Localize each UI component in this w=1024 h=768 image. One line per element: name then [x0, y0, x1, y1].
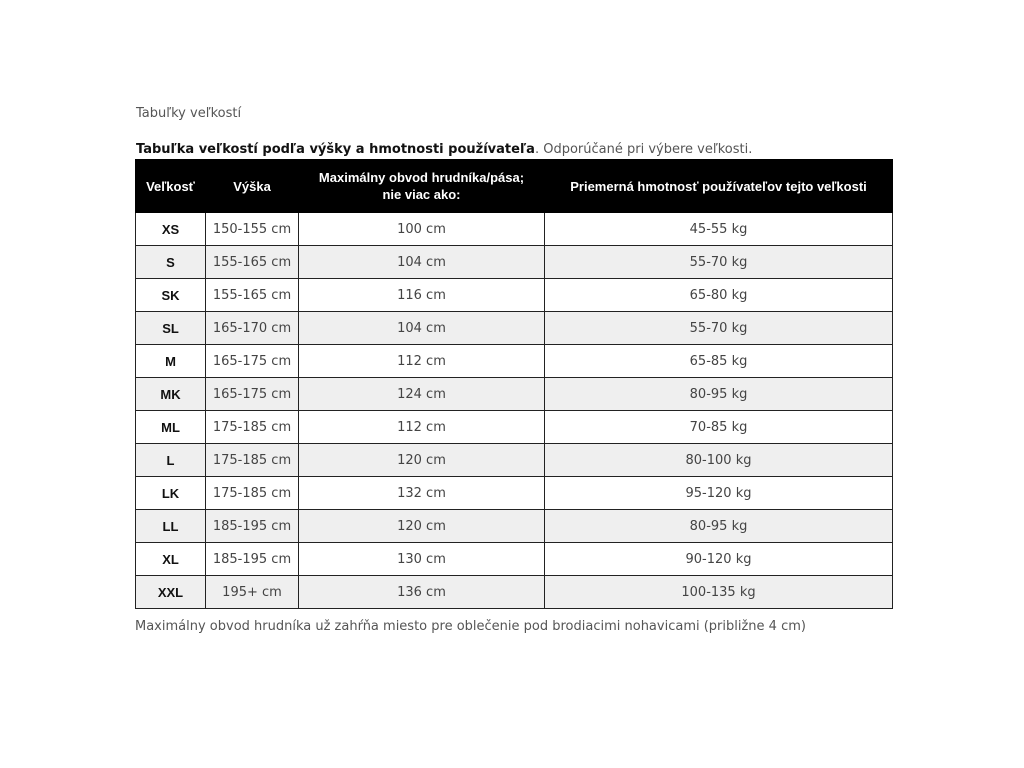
- cell-size: XL: [136, 543, 206, 576]
- cell-height: 150-155 cm: [206, 213, 299, 246]
- cell-chest: 116 cm: [299, 279, 545, 312]
- cell-size: SK: [136, 279, 206, 312]
- cell-height: 175-185 cm: [206, 411, 299, 444]
- table-row: [136, 345, 893, 378]
- cell-height: 165-175 cm: [206, 345, 299, 378]
- header-weight: Priemerná hmotnosť používateľov tejto veľkosti: [545, 160, 893, 213]
- cell-chest: 120 cm: [299, 444, 545, 477]
- cell-height: 175-185 cm: [206, 444, 299, 477]
- table-row: [136, 510, 893, 543]
- cell-chest: 112 cm: [299, 411, 545, 444]
- cell-size: SL: [136, 312, 206, 345]
- cell-chest: 104 cm: [299, 312, 545, 345]
- cell-weight: 55-70 kg: [545, 312, 893, 345]
- table-caption: [136, 142, 752, 157]
- cell-weight: 90-120 kg: [545, 543, 893, 576]
- cell-weight: 95-120 kg: [545, 477, 893, 510]
- cell-weight: 65-85 kg: [545, 345, 893, 378]
- header-height: Výška: [206, 160, 299, 213]
- cell-size: MK: [136, 378, 206, 411]
- header-size: Veľkosť: [136, 160, 206, 213]
- table-row: [136, 378, 893, 411]
- cell-size: XXL: [136, 576, 206, 609]
- table-footnote: Maximálny obvod hrudníka už zahŕňa miesto pre oblečenie pod brodiacimi nohavicami (približne 4 cm): [135, 619, 806, 634]
- cell-height: 165-170 cm: [206, 312, 299, 345]
- page-title: Tabuľky veľkostí: [136, 106, 242, 121]
- header-chest-line2: nie viac ako:: [382, 187, 461, 202]
- table-row: [136, 576, 893, 609]
- cell-chest: 136 cm: [299, 576, 545, 609]
- cell-size: LK: [136, 477, 206, 510]
- cell-height: 195+ cm: [206, 576, 299, 609]
- cell-weight: 70-85 kg: [545, 411, 893, 444]
- size-table: [135, 159, 893, 609]
- table-row: [136, 444, 893, 477]
- cell-height: 165-175 cm: [206, 378, 299, 411]
- cell-size: LL: [136, 510, 206, 543]
- cell-size: S: [136, 246, 206, 279]
- table-row: [136, 213, 893, 246]
- cell-weight: 80-95 kg: [545, 510, 893, 543]
- table-header-row: [136, 160, 893, 213]
- cell-chest: 104 cm: [299, 246, 545, 279]
- header-chest-line1: Maximálny obvod hrudníka/pása;: [318, 170, 525, 185]
- table-row: [136, 246, 893, 279]
- cell-weight: 80-100 kg: [545, 444, 893, 477]
- cell-weight: 45-55 kg: [545, 213, 893, 246]
- cell-weight: 55-70 kg: [545, 246, 893, 279]
- cell-size: L: [136, 444, 206, 477]
- cell-height: 185-195 cm: [206, 510, 299, 543]
- cell-chest: 124 cm: [299, 378, 545, 411]
- table-caption-rest: . Odporúčané pri výbere veľkosti.: [534, 142, 753, 157]
- cell-chest: 112 cm: [299, 345, 545, 378]
- cell-size: M: [136, 345, 206, 378]
- cell-chest: 130 cm: [299, 543, 545, 576]
- cell-weight: 100-135 kg: [545, 576, 893, 609]
- table-row: [136, 279, 893, 312]
- cell-weight: 80-95 kg: [545, 378, 893, 411]
- table-row: [136, 411, 893, 444]
- table-caption-bold: Tabuľka veľkostí podľa výšky a hmotnosti používateľa: [136, 142, 535, 157]
- header-chest: [299, 160, 545, 213]
- table-row: [136, 543, 893, 576]
- cell-chest: 120 cm: [299, 510, 545, 543]
- cell-size: ML: [136, 411, 206, 444]
- cell-chest: 100 cm: [299, 213, 545, 246]
- cell-height: 175-185 cm: [206, 477, 299, 510]
- table-row: [136, 312, 893, 345]
- cell-height: 155-165 cm: [206, 279, 299, 312]
- cell-height: 155-165 cm: [206, 246, 299, 279]
- cell-chest: 132 cm: [299, 477, 545, 510]
- cell-weight: 65-80 kg: [545, 279, 893, 312]
- cell-height: 185-195 cm: [206, 543, 299, 576]
- table-row: [136, 477, 893, 510]
- cell-size: XS: [136, 213, 206, 246]
